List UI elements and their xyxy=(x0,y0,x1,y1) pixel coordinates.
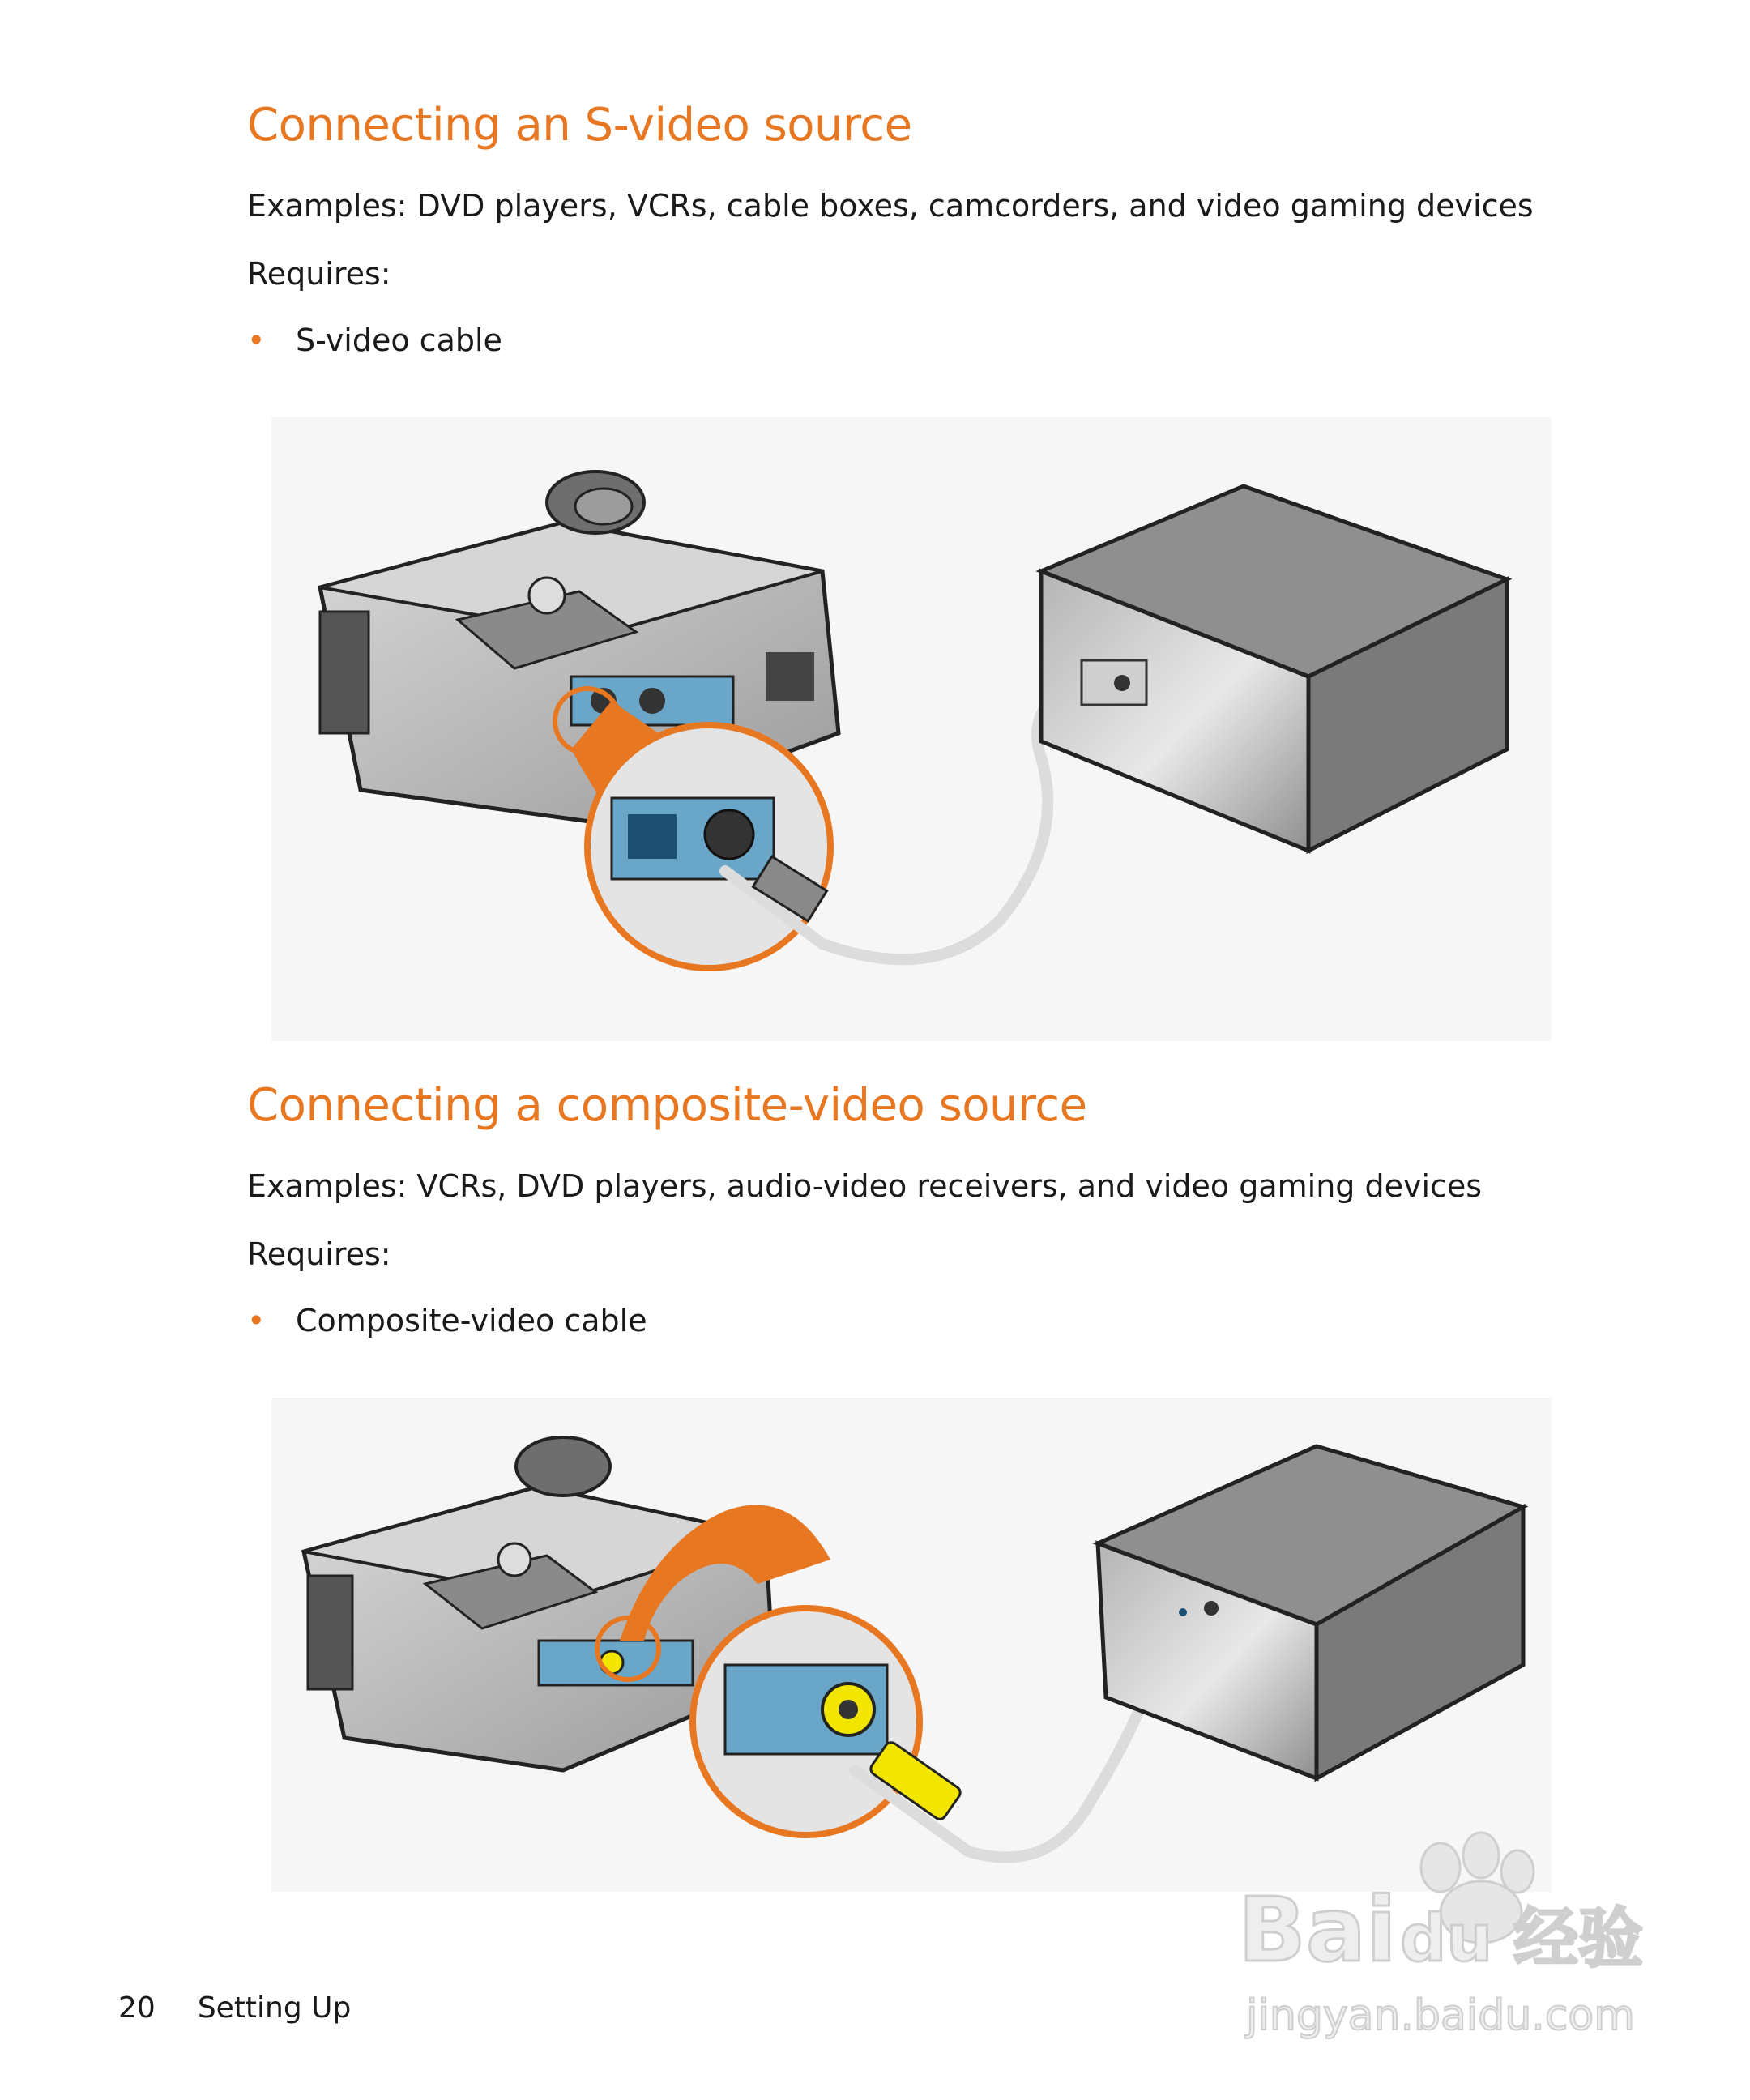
composite-connection-illustration xyxy=(271,1398,1552,1896)
footer-section-title: Setting Up xyxy=(197,1991,352,2025)
svg-text:du: du xyxy=(1400,1901,1493,1976)
bullet-icon: • xyxy=(247,1303,266,1338)
requires-label-svideo: Requires: xyxy=(247,256,391,292)
svideo-connection-illustration xyxy=(271,417,1552,1045)
baidu-watermark xyxy=(1238,1823,1675,2054)
page-footer xyxy=(118,1991,351,2025)
examples-text-svideo: Examples: DVD players, VCRs, cable boxes, camcorders, and video gaming devices xyxy=(247,188,1534,224)
requires-label-composite: Requires: xyxy=(247,1236,391,1272)
bullet-text: S-video cable xyxy=(296,322,502,358)
examples-text-composite: Examples: VCRs, DVD players, audio-video receivers, and video gaming devices xyxy=(247,1168,1483,1204)
svg-text:经验: 经验 xyxy=(1513,1901,1643,1976)
page-number: 20 xyxy=(118,1991,156,2025)
bullet-item-svideo xyxy=(247,322,502,358)
svg-text:Bai: Bai xyxy=(1238,1878,1397,1982)
section-heading-svideo: Connecting an S-video source xyxy=(247,99,912,152)
bullet-item-composite xyxy=(247,1303,647,1338)
svg-text:jingyan.baidu.com: jingyan.baidu.com xyxy=(1246,1991,1635,2040)
section-heading-composite: Connecting a composite-video source xyxy=(247,1079,1087,1132)
bullet-text: Composite-video cable xyxy=(296,1303,647,1338)
bullet-icon: • xyxy=(247,322,266,358)
